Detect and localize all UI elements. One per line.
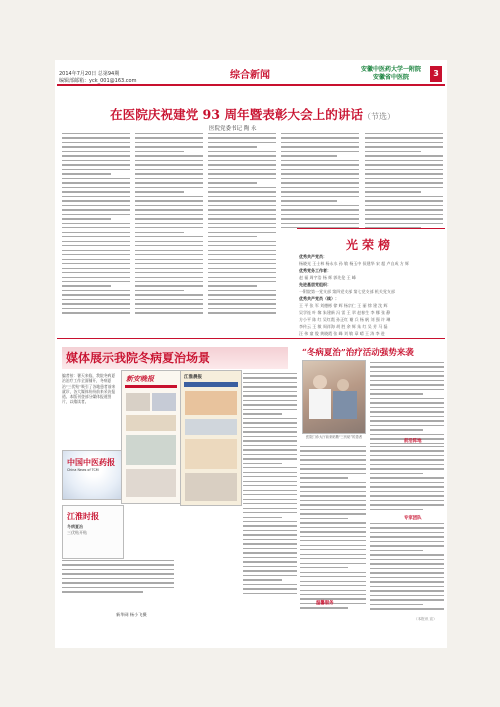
newspaper-clipping-xinan	[121, 370, 181, 504]
editor-note-text: 编者按：暑天来临，我院冬病夏治治疗工作全面铺开，冬病夏治“三伏贴”吸引了各地患者前来就诊，各大媒体纷纷前来采访报道。本版刊登部分媒体报道图片，以飨读者。	[62, 373, 116, 405]
hospital-logo	[356, 66, 426, 82]
honor-row: 杨晓光 王士林 杨永水 孙 敏 杨玉中 侯建华 宋 超 卢自成 方 辉	[299, 261, 409, 266]
logo-line-1: 安徽中医药大学一附院	[360, 66, 421, 73]
honor-row: 优秀共产党员：	[299, 254, 327, 259]
winter-text-1	[370, 362, 444, 447]
photo-caption: 医院门诊大厅前来贴敷“三伏贴”的患者	[305, 435, 363, 439]
honor-row: 先进基层党组织：	[299, 282, 331, 287]
media-text-bottom	[62, 560, 174, 596]
headline-suffix: （节选）	[362, 112, 395, 121]
winter-text-4	[300, 446, 366, 612]
winter-text-3	[370, 523, 444, 613]
newspaper-clipping-jianghuai	[180, 370, 242, 506]
article-column-5	[365, 133, 443, 232]
honor-row: 赵 福 周宇浩 杨 辉 郭先伦 王 峰	[299, 275, 356, 280]
honor-list	[299, 254, 443, 336]
winter-text-2	[370, 446, 444, 513]
clipping-head: 江淮晨报	[184, 375, 202, 380]
newspaper-clipping-tcm	[62, 450, 125, 500]
honor-row: 一附院第一党支部 第四党支部 第七党支部 机关党支部	[299, 289, 395, 294]
section-title: 综合新闻	[230, 70, 270, 81]
honor-row: 优秀共产党员（续）：	[299, 296, 339, 301]
masthead-info	[59, 71, 136, 85]
clipping-title: 江淮时报	[67, 511, 99, 521]
honor-row: 王 平 张 军 刘德彬 徐 辉 杨宗仁 王 丽 徐 建 沈 辉	[299, 303, 388, 308]
clipping-subtitle: China News of TCM	[67, 468, 99, 472]
headline	[110, 104, 400, 123]
article-column-3	[208, 133, 276, 317]
editor-email: 编辑部邮箱：yck_001@163.com	[59, 78, 137, 84]
section-heading: 温馨服务	[316, 601, 334, 606]
article-footnote: （本报讯 宣）	[414, 617, 437, 621]
article-column-4	[281, 133, 359, 232]
honor-row: 吴学连 叶 黎 朱建新 冯 雷 王 翠 赵春生 李 娜 张 静	[299, 310, 391, 315]
honor-divider	[297, 228, 445, 229]
article-column-1	[62, 133, 130, 317]
clinic-photo	[302, 360, 366, 434]
clipping-sub-1: 冬病夏治	[67, 524, 83, 529]
clipping-title: 中国中医药报	[67, 457, 115, 467]
byline: 医院党委书记 陶 永	[209, 126, 257, 132]
newspaper-clipping-jhsb	[62, 505, 124, 559]
photo-credit: 新华网 杨小飞摄	[116, 612, 147, 617]
editor-note	[62, 373, 116, 447]
media-section-title: 媒体展示我院冬病夏治场景	[62, 347, 288, 369]
honor-title: 光荣榜	[345, 238, 394, 252]
honor-row: 方小平 陈 红 吴红霞 孙正红 谢 兵 杨 帆 刘 强 许 琳	[299, 317, 391, 322]
issue-date: 2014年7月20日 总第94期	[59, 71, 120, 77]
media-text-right	[243, 373, 297, 597]
clipping-brand: 新安晚报	[126, 374, 154, 383]
logo-line-2: 安徽省中医院	[372, 74, 409, 81]
article-column-2	[135, 133, 203, 317]
section-heading: 专家团队	[404, 516, 422, 521]
headline-text: 在医院庆祝建党 93 周年暨表彰大会上的讲话	[110, 107, 363, 122]
page-number: 3	[430, 66, 442, 82]
clipping-sub-2: 三伏贴开贴	[67, 530, 87, 535]
honor-row: 李传云 王 敏 周祥海 胡 胜 余 辉 朱 红 吴 芳 马 磊	[299, 324, 388, 329]
section-heading: 前沿阵地	[404, 439, 422, 444]
winter-article-title: “冬病夏治”治疗活动强势来袭	[302, 348, 414, 358]
honor-row: 汪 伟 童 俊 黄晓霞 张 峰 刘 敏 章 晴 王 涛 李 进	[299, 331, 385, 336]
masthead-rule	[57, 84, 445, 86]
section-divider	[57, 338, 445, 339]
honor-row: 优秀党务工作者：	[299, 268, 331, 273]
